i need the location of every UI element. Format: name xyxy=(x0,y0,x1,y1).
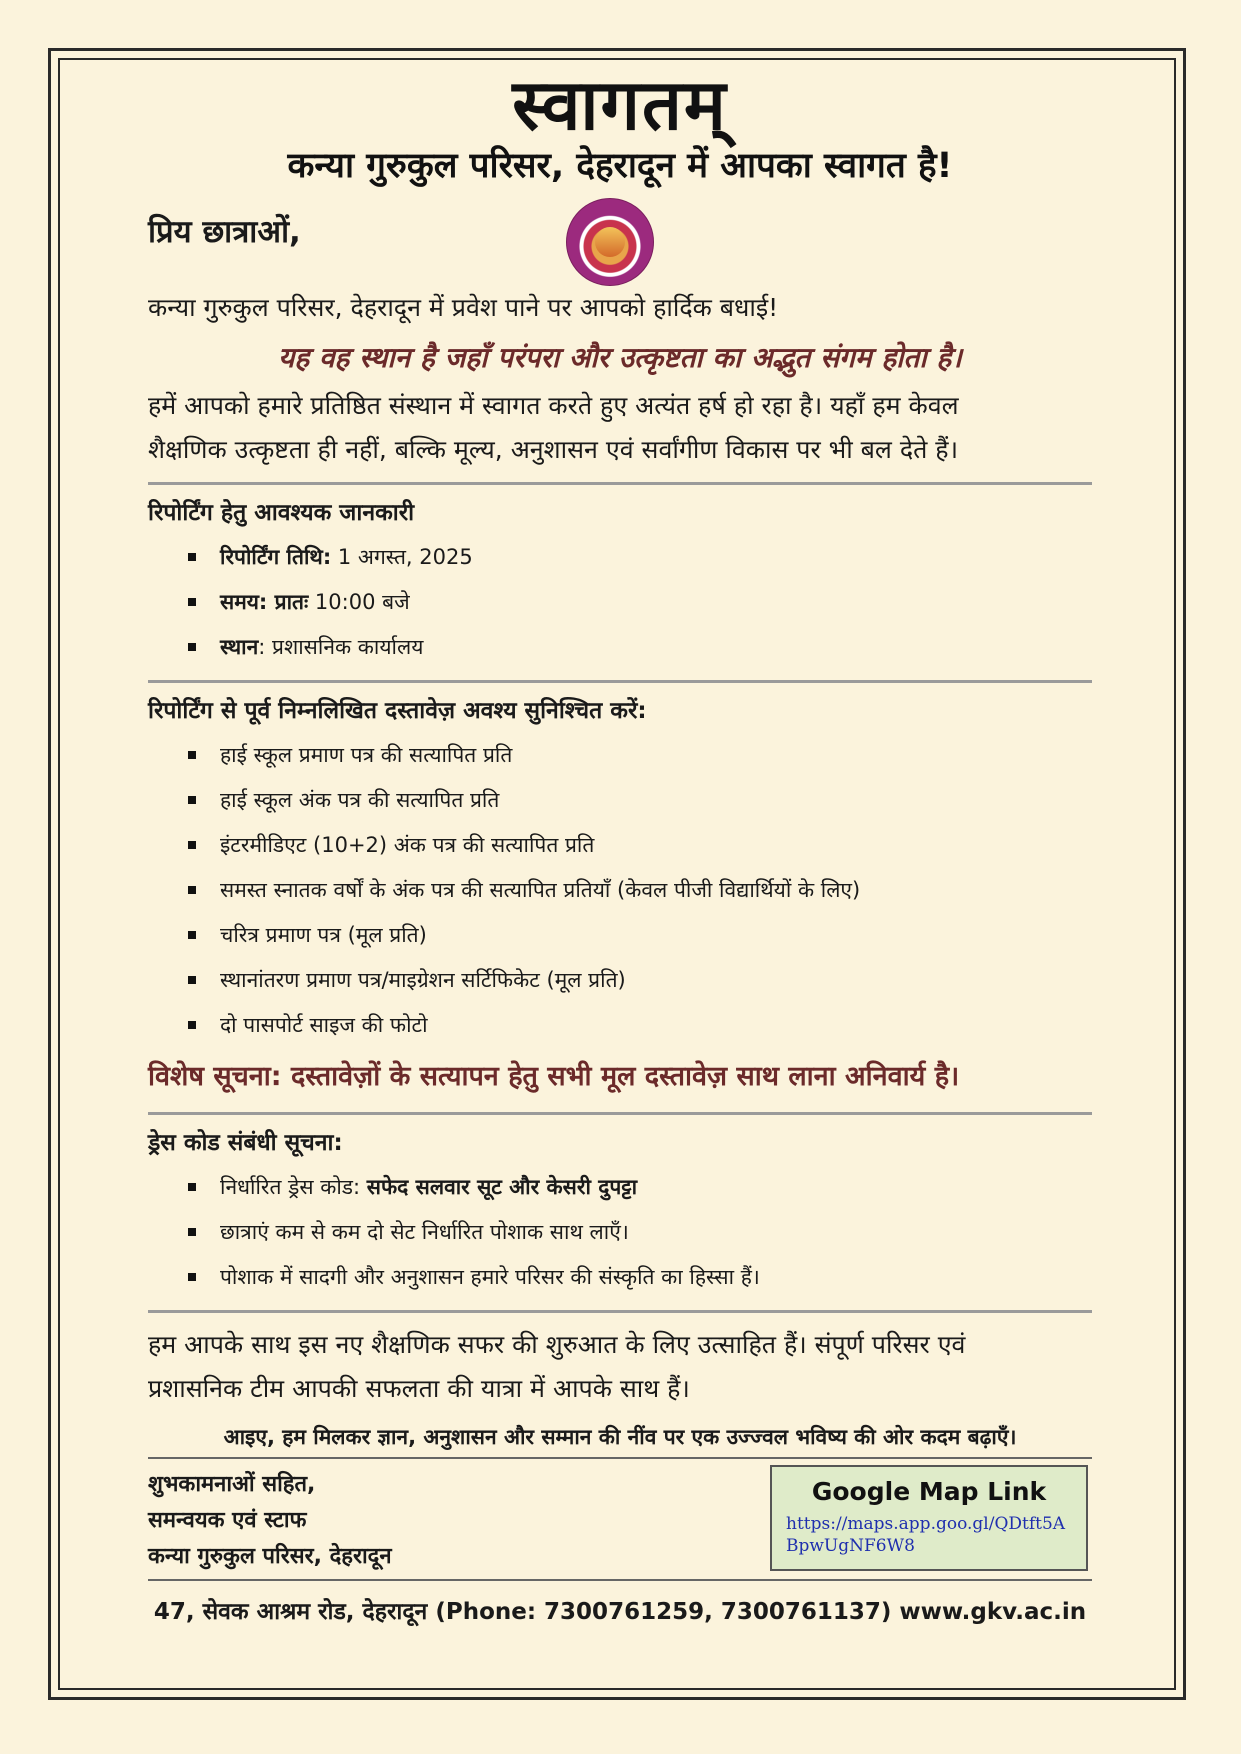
list-item: हाई स्कूल प्रमाण पत्र की सत्यापित प्रति xyxy=(188,733,1092,778)
list-item xyxy=(188,580,1092,625)
list-item: समस्त स्नातक वर्षों के अंक पत्र की सत्यापित प्रतियाँ (केवल पीजी विद्यार्थियों के लिए) xyxy=(188,868,1092,913)
divider xyxy=(148,1310,1092,1313)
page-subtitle: कन्या गुरुकुल परिसर, देहरादून में आपका स्वागत है! xyxy=(287,146,953,186)
list-item xyxy=(188,535,1092,580)
divider xyxy=(148,680,1092,683)
reporting-place-label: स्थान xyxy=(220,635,259,659)
documents-list xyxy=(148,733,1092,1048)
letter-content xyxy=(148,66,1092,1637)
documents-title: रिपोर्टिंग से पूर्व निम्नलिखित दस्तावेज़ अवश्य सुनिश्चित करें: xyxy=(148,698,647,724)
reporting-time-label: समय: प्रातः xyxy=(220,590,309,614)
greeting: प्रिय छात्राओं, xyxy=(148,214,301,250)
closing-line-2: प्रशासनिक टीम आपकी सफलता की यात्रा में आपके साथ हैं। xyxy=(148,1374,690,1403)
welcome-line-2: शैक्षणिक उत्कृष्टता ही नहीं, बल्कि मूल्य, अनुशासन एवं सर्वांगीण विकास पर भी बल देते हैं। xyxy=(148,435,959,464)
list-item: हाई स्कूल अंक पत्र की सत्यापित प्रति xyxy=(188,778,1092,823)
signature-line-3: कन्या गुरुकुल परिसर, देहरादून xyxy=(148,1544,392,1569)
closing-line-1: हम आपके साथ इस नए शैक्षणिक सफर की शुरुआत के लिए उत्साहित हैं। संपूर्ण परिसर एवं xyxy=(148,1330,966,1359)
footer-address: 47, सेवक आश्रम रोड, देहरादून (Phone: 7300761259, 7300761137) www.gkv.ac.in xyxy=(153,1599,1087,1625)
dress-code-list xyxy=(148,1165,1092,1300)
list-item xyxy=(188,625,1092,670)
map-link-box xyxy=(770,1465,1088,1571)
reporting-time-value: 10:00 बजे xyxy=(308,590,410,614)
signature-block xyxy=(148,1467,392,1575)
dress-code-title: ड्रेस कोड संबंधी सूचना: xyxy=(148,1130,343,1156)
signature-line-1: शुभकामनाओं सहित, xyxy=(148,1472,316,1497)
list-item: चरित्र प्रमाण पत्र (मूल प्रति) xyxy=(188,913,1092,958)
dress-code-value: सफेद सलवार सूट और केसरी दुपट्टा xyxy=(366,1175,638,1199)
list-item: इंटरमीडिएट (10+2) अंक पत्र की सत्यापित प्रति xyxy=(188,823,1092,868)
reporting-list xyxy=(148,535,1092,670)
divider xyxy=(148,482,1092,485)
welcome-line-1: हमें आपको हमारे प्रतिष्ठित संस्थान में स्वागत करते हुए अत्यंत हर्ष हो रहा है। यहाँ हम केवल xyxy=(148,391,959,420)
list-item: दो पासपोर्ट साइज की फोटो xyxy=(188,1003,1092,1048)
divider xyxy=(148,1579,1092,1581)
footer-row xyxy=(148,1459,1092,1579)
reporting-date-label: रिपोर्टिंग तिथि: xyxy=(220,545,332,569)
reporting-date-value: 1 अगस्त, 2025 xyxy=(331,545,473,569)
list-item xyxy=(188,1165,1092,1210)
page-title: स्वागतम् xyxy=(512,64,728,146)
congrats-text: कन्या गुरुकुल परिसर, देहरादून में प्रवेश पाने पर आपको हार्दिक बधाई! xyxy=(148,293,779,322)
map-link-title: Google Map Link xyxy=(811,1477,1047,1506)
special-notice: विशेष सूचना: दस्तावेज़ों के सत्यापन हेतु सभी मूल दस्तावेज़ साथ लाना अनिवार्य है। xyxy=(148,1061,960,1092)
list-item: छात्राएं कम से कम दो सेट निर्धारित पोशाक साथ लाएँ। xyxy=(188,1210,1092,1255)
greeting-row xyxy=(148,196,1092,282)
reporting-title: रिपोर्टिंग हेतु आवश्यक जानकारी xyxy=(148,500,415,526)
list-item: पोशाक में सादगी और अनुशासन हमारे परिसर की संस्कृति का हिस्सा हैं। xyxy=(188,1255,1092,1300)
map-link-url[interactable]: https://maps.app.goo.gl/QDtft5ABpwUgNF6W8 xyxy=(786,1514,1066,1556)
signature-line-2: समन्वयक एवं स्टाफ xyxy=(148,1508,307,1533)
reporting-place-value: : प्रशासनिक कार्यालय xyxy=(258,635,424,659)
divider xyxy=(148,1112,1092,1115)
university-seal-icon xyxy=(566,198,654,286)
list-item: स्थानांतरण प्रमाण पत्र/माइग्रेशन सर्टिफिकेट (मूल प्रति) xyxy=(188,958,1092,1003)
closing-motto: आइए, हम मिलकर ज्ञान, अनुशासन और सम्मान की नींव पर एक उज्ज्वल भविष्य की ओर कदम बढ़ाएँ। xyxy=(223,1425,1017,1449)
dress-code-prefix: निर्धारित ड्रेस कोड: xyxy=(220,1175,367,1199)
quote-text: यह वह स्थान है जहाँ परंपरा और उत्कृष्टता का अद्भुत संगम होता है। xyxy=(278,341,962,374)
